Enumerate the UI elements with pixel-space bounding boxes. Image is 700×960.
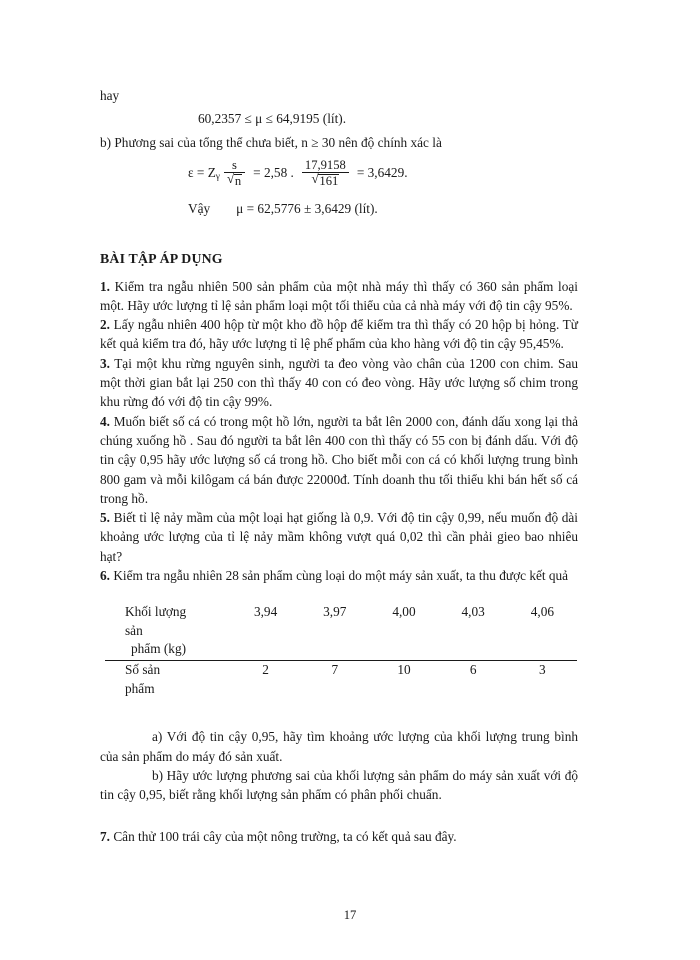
exercise-number: 5. [100,510,110,526]
exercise-text: Muốn biết số cá có trong một hồ lớn, người ta bắt lên 2000 con, đánh dấu xong lại thả chúng xuống hồ . Sau đó người ta bắt lên 400 con thì thấy có 55 con bị đánh dấu. Với độ tin cậy 0,95 hãy ước lượng số cá trong hồ. Cho biết mỗi con cá có khối lượng trung bình 800 gam và mỗi kilôgam cá bán được 22000đ. Tính doanh thu tối thiểu khi bán hết số cá trong hồ. [100,413,579,506]
count-value: 7 [300,661,369,706]
exercise-item [100,315,578,354]
spacer [100,267,578,277]
row-label-line: phẩm (kg) [131,641,187,657]
weight-value: 3,94 [253,604,278,620]
row-label-line: sản [125,622,143,638]
exercise-text: Cân thử 100 trái cây của một nông trường, ta có kết quả sau đây. [113,828,457,844]
table-row [125,603,577,661]
count-value: 3 [508,661,577,706]
row-label-line: phẩm [125,680,155,696]
exercise-item [100,566,578,585]
exercise-text: Tại một khu rừng nguyên sinh, người ta đeo vòng vào chân của 1200 con chim. Sau một thời gian bắt lại 250 con thì thấy 40 con có đeo vòng. Hãy ước lượng số chim trong khu rừng đó với độ tin cậy 99%. [100,355,578,410]
sqrt-icon [227,173,242,188]
exercise-number: 4. [100,413,110,429]
epsilon-z-label: ε = Z [188,165,216,181]
spacer [100,705,578,727]
weight-value: 4,06 [530,604,555,620]
exercise-number: 1. [100,278,110,294]
spacer [100,585,578,603]
fraction-denominator [224,173,245,188]
exercise-text: Biết tỉ lệ nảy mầm của một loại hạt giống là 0,9. Với độ tin cậy 0,99, nếu muốn độ dài khoảng ước lượng của tỉ lệ nảy mầm không vượt quá 0,02 thì cần phải gieo bao nhiêu hạt? [100,510,578,564]
hay-line: hay [100,88,120,103]
sqrt-radicand: 161 [319,173,339,188]
row-label-line: Khối lượng [125,604,187,620]
exercise-item [100,277,578,316]
results-table-wrapper [125,603,577,705]
exercise-item [100,508,578,566]
formula-result: = 3,6429. [356,165,408,181]
exercise-item [100,412,578,508]
epsilon-formula [188,159,578,188]
fraction-value-over-sqrt-161 [302,159,349,188]
count-value: 10 [369,661,438,706]
inequality-equation [198,111,578,127]
spacer [100,805,578,827]
z-subscript: γ [215,171,220,182]
exercise-text: Kiểm tra ngẫu nhiên 28 sản phẩm cùng loại do một máy sản xuất, ta thu được kết quả [113,568,569,584]
sub-question-b: b) Hãy ước lượng phương sai của khối lượng sản phẩm do máy sản xuất với độ tin cậy 0,95, biết rằng khối lượng sản phẩm có phân phối chuẩn. [100,767,578,803]
equals-2-58: = 2,58 . [253,165,294,181]
exercise-text: Lấy ngẫu nhiên 400 hộp từ một kho đồ hộp để kiểm tra thì thấy có 20 hộp bị hỏng. Từ kết quả kiểm tra đó, hãy ước lượng tỉ lệ phế phẩm của kho hàng với độ tin cậy 95,45%. [100,317,578,352]
spacer [100,217,578,251]
exercise-item [100,827,578,846]
table-horizontal-rule [105,660,577,661]
sqrt-radicand: n [234,173,242,188]
section-heading: BÀI TẬP ÁP DỤNG [100,250,223,266]
inequality-text: 60,2357 ≤ μ ≤ 64,9195 (lít). [198,111,347,127]
exercise-number: 6. [100,568,110,584]
fraction-numerator: s [232,157,237,172]
row-header-weight [125,603,231,661]
exercise-number: 7. [100,828,110,844]
results-table [125,603,577,705]
page-content [100,86,578,846]
vay-label: Vậy [188,200,211,216]
count-value: 6 [439,661,508,706]
weight-value: 4,00 [392,604,416,620]
table-row [125,661,577,706]
sqrt-icon [311,173,339,188]
weight-value: 3,97 [323,604,347,620]
part-b-line: b) Phương sai của tổng thể chưa biết, n ≥ 30 nên độ chính xác là [100,135,442,151]
exercise-item [100,354,578,412]
fraction-denominator [308,173,342,188]
weight-value: 4,03 [461,604,485,620]
vay-value: μ = 62,5776 ± 3,6429 (lít). [236,200,378,216]
fraction-s-over-sqrt-n [224,159,245,188]
exercise-number: 2. [100,317,110,333]
row-header-count [125,661,231,706]
exercise-text: Kiểm tra ngẫu nhiên 500 sản phẩm của một nhà máy thì thấy có 360 sản phẩm loại một. Hãy ước lượng tỉ lệ sản phẩm loại một tối thiểu của cả nhà máy với độ tin cậy 95%. [100,278,578,313]
vay-line [188,201,578,217]
row-label-line: Số sản [125,662,161,678]
spacer [100,188,578,201]
exercise-number: 3. [100,355,110,371]
fraction-numerator: 17,9158 [304,157,346,172]
sub-question-a: a) Với độ tin cậy 0,95, hãy tìm khoảng ước lượng của khối lượng trung bình của sản phẩm do máy đó sản xuất. [100,729,578,764]
count-value: 2 [231,661,300,706]
page-number: 17 [343,908,357,922]
